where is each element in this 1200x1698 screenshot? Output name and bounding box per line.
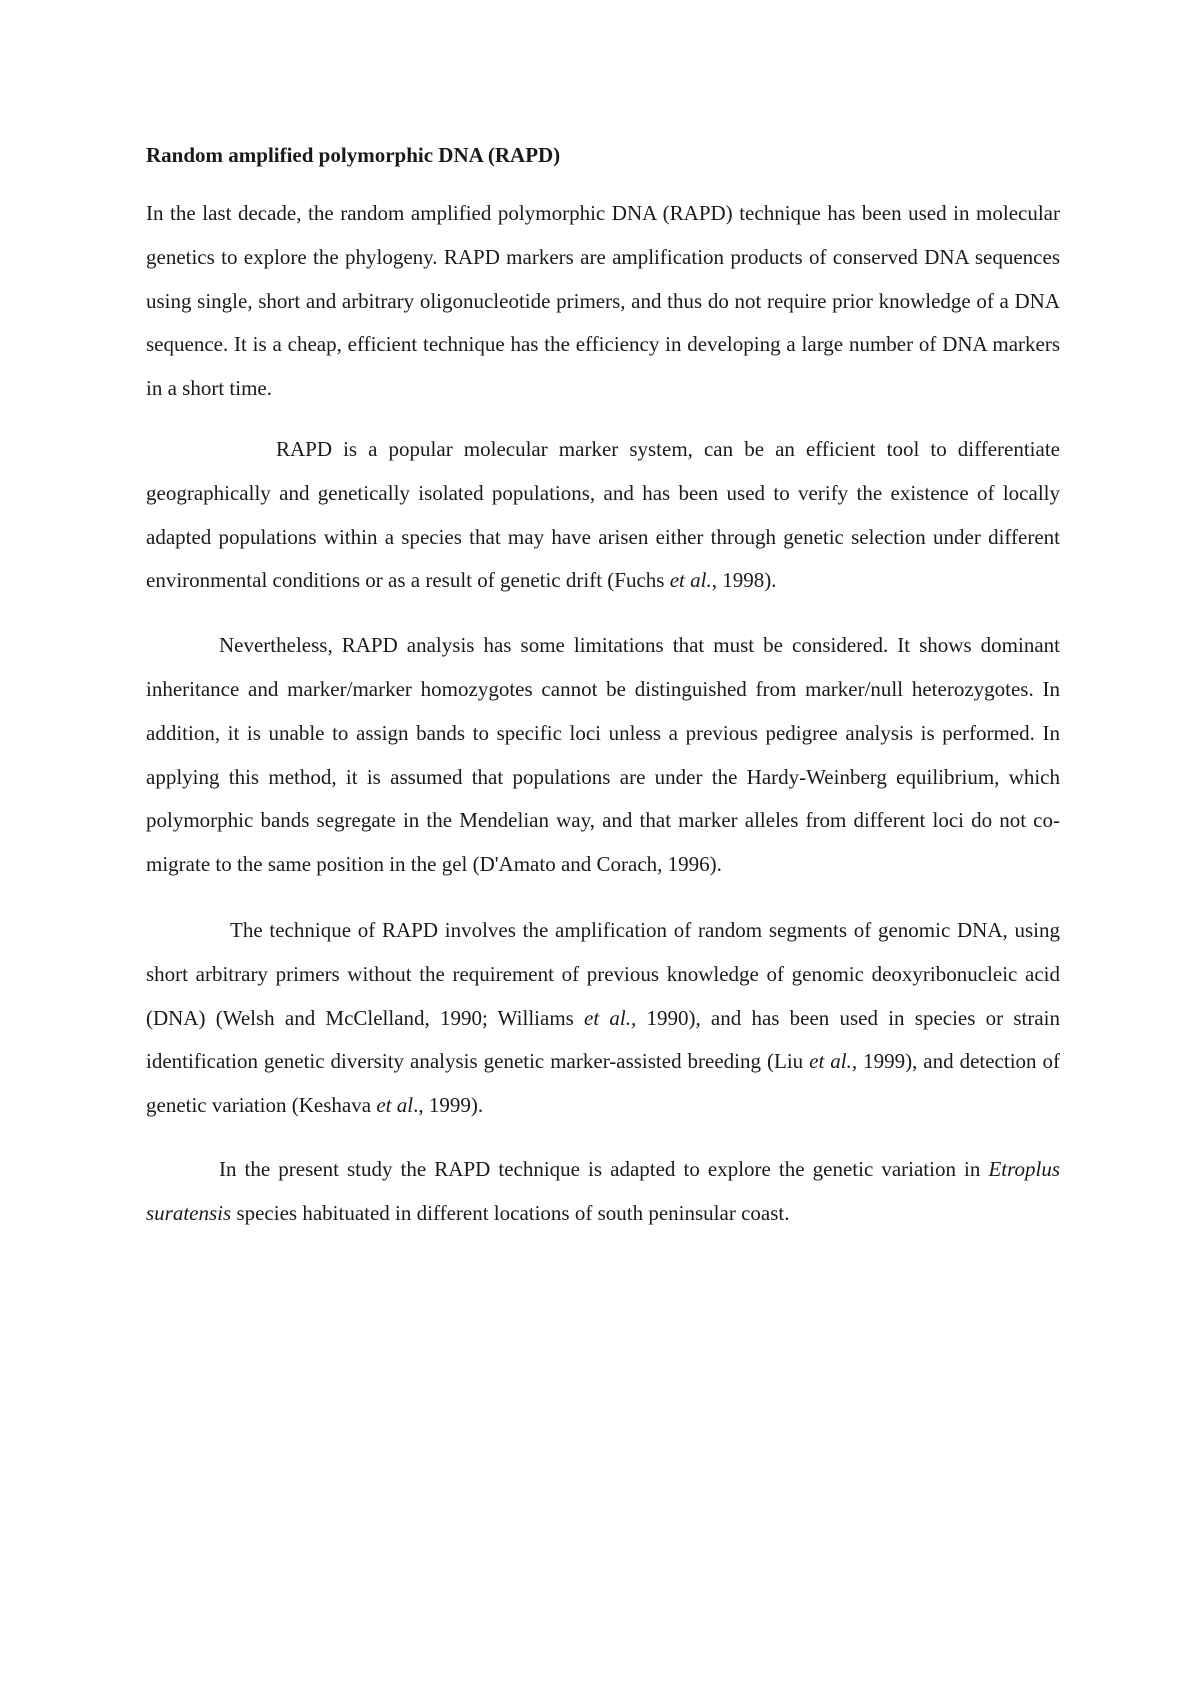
paragraph-technique-c: 1999), and detection of genetic variation (Keshava [146,1049,1060,1118]
paragraph-present-study [146,1148,1060,1236]
paragraph-technique-d: ., 1999). [413,1093,484,1118]
document-page [146,140,1060,1236]
paragraph-present-study-a: In the present study the RAPD technique is adapted to explore the genetic variation in [219,1156,989,1181]
paragraph-rapd-popular-tail: , 1998). [711,568,777,593]
paragraph-present-study-b: species habituated in different locations of south peninsular coast. [231,1200,790,1225]
paragraph-technique-a: The technique of RAPD involves the amplification of random segments of genomic DNA, using short arbitrary primers without the requirement of previous knowledge of genomic deoxyribonucleic acid (DNA) (Welsh and McClelland, 1990; Williams [146,917,1060,1030]
paragraph-technique-b: 1990), and has been used in species or strain identification genetic diversity analysis genetic marker-assisted breeding (Liu [146,1005,1060,1074]
paragraph-limitations: Nevertheless, RAPD analysis has some limitations that must be considered. It shows dominant inheritance and marker/marker homozygotes cannot be distinguished from marker/null heterozygotes. In addition, it is unable to assign bands to specific loci unless a previous pedigree analysis is performed. In applying this method, it is assumed that populations are under the Hardy-Weinberg equilibrium, which polymorphic bands segregate in the Mendelian way, and that marker alleles from different loci do not co-migrate to the same position in the gel (D'Amato and Corach, 1996). [146,633,1060,877]
paragraph-intro: In the last decade, the random amplified polymorphic DNA (RAPD) technique has been used in molecular genetics to explore the phylogeny. RAPD markers are amplification products of conserved DNA sequences using single, short and arbitrary oligonucleotide primers, and thus do not require prior knowledge of a DNA sequence. It is a cheap, efficient technique has the efficiency in developing a large number of DNA markers in a short time. [146,201,1060,401]
section-heading: Random amplified polymorphic DNA (RAPD) [146,143,561,167]
citation-et-al: et al. [669,568,712,593]
citation-et-al-liu: et al., [809,1049,858,1074]
species-name: Etroplus suratensis [146,1156,1060,1225]
citation-et-al-keshava: et al [376,1093,414,1118]
paragraph-rapd-popular [146,428,1060,603]
paragraph-rapd-popular-text: RAPD is a popular molecular marker system, can be an efficient tool to differentiate geographically and genetically isolated populations, and has been used to verify the existence of locally adapted populations within a species that may have arisen either through genetic selection under different environmental conditions or as a result of genetic drift (Fuchs [146,436,1060,593]
citation-et-al-williams: et al., [584,1005,637,1030]
paragraph-technique [146,909,1060,1128]
